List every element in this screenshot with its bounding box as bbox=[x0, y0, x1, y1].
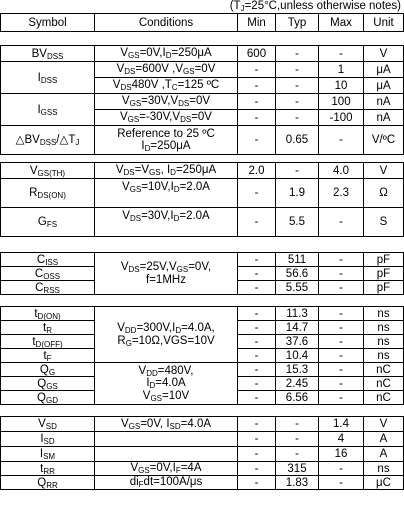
section-gap bbox=[1, 155, 404, 163]
cell-max: - bbox=[319, 307, 364, 321]
cell-unit: pF bbox=[364, 281, 404, 295]
cell-min: - bbox=[238, 94, 276, 110]
cell-max: - bbox=[319, 349, 364, 363]
cell-unit: Ω bbox=[364, 179, 404, 208]
section-gap-row bbox=[1, 32, 404, 46]
table-row bbox=[1, 163, 404, 179]
cell-unit: μC bbox=[364, 476, 404, 490]
cell-min: - bbox=[238, 253, 276, 267]
table-row bbox=[1, 432, 404, 447]
cell-unit: A bbox=[364, 432, 404, 447]
cell-symbol: $C_{OSS}$ bbox=[1, 267, 95, 281]
cell-typ: 15.3 bbox=[276, 363, 319, 377]
cell-symbol: $t_{RR}$ bbox=[1, 462, 95, 476]
cell-conditions: Reference to 25 ºC $I_D=250\mu A$ bbox=[95, 126, 238, 155]
cell-max: 4 bbox=[319, 432, 364, 447]
cell-typ: 6.56 bbox=[276, 391, 319, 405]
cell-max: - bbox=[319, 377, 364, 391]
cell-max: - bbox=[319, 46, 364, 62]
cell-unit: pF bbox=[364, 253, 404, 267]
cell-min: - bbox=[238, 78, 276, 94]
cell-conditions: $di_Fdt=100A/\mu s$ bbox=[95, 476, 238, 490]
cell-conditions: $V_{GS}=30V,V_{DS}=0V$ bbox=[95, 94, 238, 110]
cell-min: - bbox=[238, 110, 276, 126]
cell-max: - bbox=[319, 208, 364, 237]
cell-symbol: $t_{D(OFF)}$ bbox=[1, 335, 95, 349]
electrical-characteristics-table bbox=[0, 13, 404, 490]
cell-conditions: $V_{GS}=10V,I_D=2.0A$ bbox=[95, 179, 238, 208]
cell-symbol: $G_{FS}$ bbox=[1, 208, 95, 237]
cell-min: - bbox=[238, 62, 276, 78]
cell-min: 600 bbox=[238, 46, 276, 62]
table-row bbox=[1, 62, 404, 78]
header-unit: Unit bbox=[364, 14, 404, 32]
cell-symbol: $BV_{DSS}$ bbox=[1, 46, 95, 62]
cell-unit: nC bbox=[364, 377, 404, 391]
cell-unit: nC bbox=[364, 363, 404, 377]
cell-max: 100 bbox=[319, 94, 364, 110]
cell-symbol: $t_R$ bbox=[1, 321, 95, 335]
cell-min: - bbox=[238, 447, 276, 462]
cell-typ: - bbox=[276, 78, 319, 94]
cell-unit: nC bbox=[364, 391, 404, 405]
cell-typ: - bbox=[276, 62, 319, 78]
table-header-row bbox=[1, 14, 404, 32]
cell-symbol: $V_{GS(TH)}$ bbox=[1, 163, 95, 179]
cell-typ: 315 bbox=[276, 462, 319, 476]
table-row bbox=[1, 447, 404, 462]
cell-typ: - bbox=[276, 110, 319, 126]
cell-unit: nA bbox=[364, 110, 404, 126]
cell-symbol: $I_{SM}$ bbox=[1, 447, 95, 462]
cell-max: - bbox=[319, 281, 364, 295]
cell-max: - bbox=[319, 462, 364, 476]
test-condition-note: ($T_J=25^\circ C,unless$ otherwise notes) bbox=[229, 0, 401, 13]
cell-unit: pF bbox=[364, 267, 404, 281]
cell-conditions: $V_{GS}=0V,I_D=250\mu A$ bbox=[95, 46, 238, 62]
section-gap-row bbox=[1, 295, 404, 307]
cell-conditions bbox=[95, 447, 238, 462]
cell-conditions: $V_{DD}=480V$, $I_D=4.0A$ $V_{GS}=10V$ bbox=[95, 363, 238, 405]
cell-min: 2.0 bbox=[238, 163, 276, 179]
cell-conditions: $V_{GS}=-30V,V_{DS}=0V$ bbox=[95, 110, 238, 126]
table-row bbox=[1, 307, 404, 321]
cell-conditions: $V_{DD}=300V,I_D=4.0A$, $R_G=10\Omega,VGS=10V$ bbox=[95, 307, 238, 363]
cell-conditions: $V_{DS}=600V$ $,V_{GS}=0V$ bbox=[95, 62, 238, 78]
section-gap bbox=[1, 405, 404, 417]
cell-min: - bbox=[238, 363, 276, 377]
cell-symbol: $C_{ISS}$ bbox=[1, 253, 95, 267]
section-gap bbox=[1, 295, 404, 307]
cell-max: 4.0 bbox=[319, 163, 364, 179]
header-conditions: Conditions bbox=[95, 14, 238, 32]
cell-typ: 10.4 bbox=[276, 349, 319, 363]
header-min: Min bbox=[238, 14, 276, 32]
cell-max: - bbox=[319, 476, 364, 490]
cell-symbol: $\triangle BV_{DSS}/\triangle T_J$ bbox=[1, 126, 95, 155]
cell-max: 10 bbox=[319, 78, 364, 94]
cell-symbol: $C_{RSS}$ bbox=[1, 281, 95, 295]
cell-unit: ns bbox=[364, 349, 404, 363]
cell-symbol: $t_F$ bbox=[1, 349, 95, 363]
cell-symbol: $I_{DSS}$ bbox=[1, 62, 95, 94]
cell-symbol: $Q_{GS}$ bbox=[1, 377, 95, 391]
cell-typ: 11.3 bbox=[276, 307, 319, 321]
cell-max: 1.4 bbox=[319, 417, 364, 432]
header-max: Max bbox=[319, 14, 364, 32]
cell-unit: ns bbox=[364, 321, 404, 335]
cell-typ: 14.7 bbox=[276, 321, 319, 335]
cell-min: - bbox=[238, 321, 276, 335]
cell-symbol: $I_{SD}$ bbox=[1, 432, 95, 447]
cell-unit: V/ºC bbox=[364, 126, 404, 155]
cell-symbol: $Q_G$ bbox=[1, 363, 95, 377]
cell-min: - bbox=[238, 377, 276, 391]
cell-typ: - bbox=[276, 447, 319, 462]
table-row bbox=[1, 417, 404, 432]
cell-typ: - bbox=[276, 94, 319, 110]
cell-min: - bbox=[238, 179, 276, 208]
cell-unit: μA bbox=[364, 78, 404, 94]
cell-min: - bbox=[238, 307, 276, 321]
cell-max: 16 bbox=[319, 447, 364, 462]
cell-min: - bbox=[238, 267, 276, 281]
table-row bbox=[1, 363, 404, 377]
section-gap bbox=[1, 237, 404, 253]
cell-conditions: $V_{DS}=V_{GS}$, $I_D=250\mu A$ bbox=[95, 163, 238, 179]
cell-min: - bbox=[238, 126, 276, 155]
cell-symbol: $I_{GSS}$ bbox=[1, 94, 95, 126]
table-row bbox=[1, 46, 404, 62]
table-body bbox=[1, 32, 404, 490]
cell-max: - bbox=[319, 391, 364, 405]
table-row bbox=[1, 94, 404, 110]
cell-symbol: $R_{DS(ON)}$ bbox=[1, 179, 95, 208]
cell-typ: 0.65 bbox=[276, 126, 319, 155]
cell-unit: nA bbox=[364, 94, 404, 110]
cell-min: - bbox=[238, 432, 276, 447]
cell-symbol: $t_{D(ON)}$ bbox=[1, 307, 95, 321]
cell-unit: ns bbox=[364, 335, 404, 349]
cell-min: - bbox=[238, 417, 276, 432]
cell-min: - bbox=[238, 349, 276, 363]
cell-unit: V bbox=[364, 163, 404, 179]
cell-max: - bbox=[319, 126, 364, 155]
table-row bbox=[1, 476, 404, 490]
cell-min: - bbox=[238, 281, 276, 295]
table-row bbox=[1, 179, 404, 208]
cell-symbol: $Q_{GD}$ bbox=[1, 391, 95, 405]
section-gap-row bbox=[1, 237, 404, 253]
cell-unit: μA bbox=[364, 62, 404, 78]
cell-unit: V bbox=[364, 417, 404, 432]
cell-typ: 56.6 bbox=[276, 267, 319, 281]
header-symbol: Symbol bbox=[1, 14, 95, 32]
table-row bbox=[1, 208, 404, 237]
cell-conditions: $V_{DS}=25V,V_{GS}=0V$, f=1MHz bbox=[95, 253, 238, 295]
cell-typ: 1.83 bbox=[276, 476, 319, 490]
cell-typ: - bbox=[276, 417, 319, 432]
table-row bbox=[1, 126, 404, 155]
cell-min: - bbox=[238, 462, 276, 476]
section-gap bbox=[1, 32, 404, 46]
cell-conditions: $V_{GS}=0V,I_F=4A$ bbox=[95, 462, 238, 476]
cell-typ: - bbox=[276, 163, 319, 179]
cell-conditions bbox=[95, 432, 238, 447]
cell-min: - bbox=[238, 476, 276, 490]
section-gap-row bbox=[1, 405, 404, 417]
cell-typ: 511 bbox=[276, 253, 319, 267]
cell-unit: V bbox=[364, 46, 404, 62]
section-gap-row bbox=[1, 155, 404, 163]
cell-typ: 37.6 bbox=[276, 335, 319, 349]
cell-conditions: $V_{DS}480V$ $,T_C=125$ ºC bbox=[95, 78, 238, 94]
table-row bbox=[1, 462, 404, 476]
cell-max: 1 bbox=[319, 62, 364, 78]
cell-unit: S bbox=[364, 208, 404, 237]
table-row bbox=[1, 253, 404, 267]
cell-symbol: $Q_{RR}$ bbox=[1, 476, 95, 490]
cell-typ: 1.9 bbox=[276, 179, 319, 208]
cell-max: - bbox=[319, 321, 364, 335]
cell-max: -100 bbox=[319, 110, 364, 126]
cell-typ: 5.55 bbox=[276, 281, 319, 295]
cell-unit: A bbox=[364, 447, 404, 462]
cell-typ: - bbox=[276, 46, 319, 62]
cell-max: - bbox=[319, 267, 364, 281]
cell-typ: 5.5 bbox=[276, 208, 319, 237]
cell-conditions: $V_{DS}=30V,I_D=2.0A$ bbox=[95, 208, 238, 237]
cell-typ: - bbox=[276, 432, 319, 447]
cell-symbol: $V_{SD}$ bbox=[1, 417, 95, 432]
cell-unit: ns bbox=[364, 462, 404, 476]
cell-min: - bbox=[238, 208, 276, 237]
cell-conditions: $V_{GS}=0V$, $I_{SD}=4.0A$ bbox=[95, 417, 238, 432]
cell-max: 2.3 bbox=[319, 179, 364, 208]
header-typ: Typ bbox=[276, 14, 319, 32]
cell-max: - bbox=[319, 335, 364, 349]
cell-typ: 2.45 bbox=[276, 377, 319, 391]
cell-unit: ns bbox=[364, 307, 404, 321]
cell-max: - bbox=[319, 363, 364, 377]
cell-max: - bbox=[319, 253, 364, 267]
cell-min: - bbox=[238, 335, 276, 349]
cell-min: - bbox=[238, 391, 276, 405]
